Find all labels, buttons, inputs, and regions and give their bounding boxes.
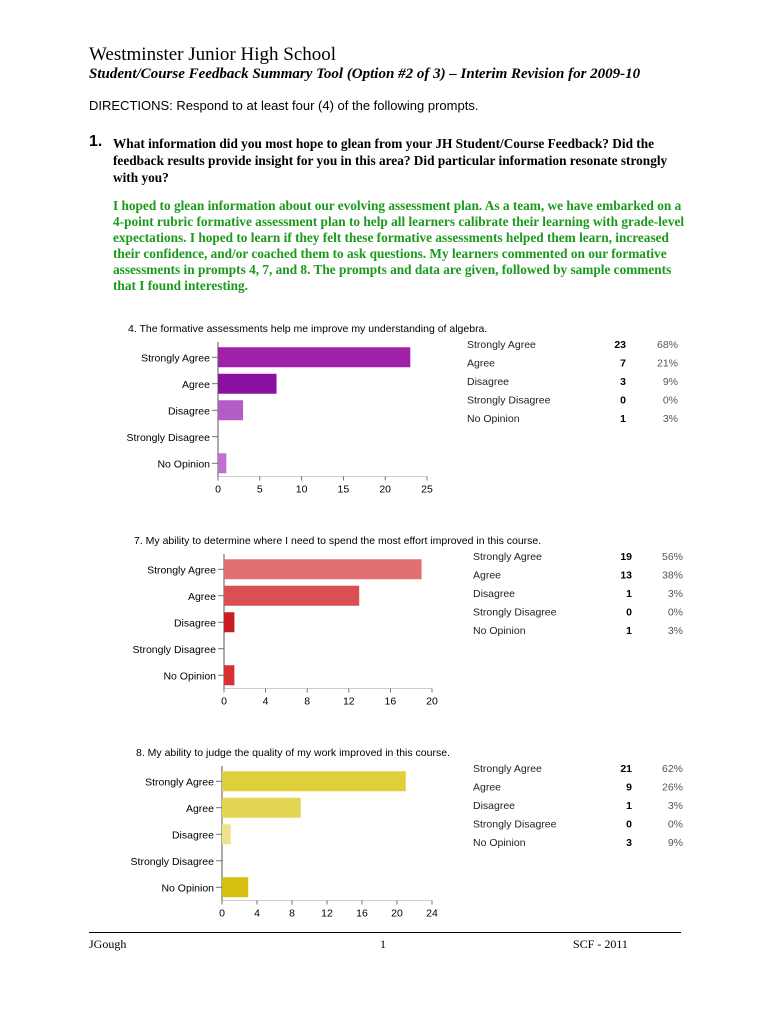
legend-percent: 9%	[662, 376, 678, 388]
x-tick-label: 10	[295, 483, 308, 496]
legend-count: 7	[620, 357, 626, 370]
bar-strongly-agree	[222, 771, 406, 791]
category-label: No Opinion	[161, 882, 214, 895]
category-label: Agree	[185, 802, 214, 815]
x-tick-label: 16	[356, 907, 368, 920]
bar-agree	[218, 374, 277, 394]
directions-text: DIRECTIONS: Respond to at least four (4) of the following prompts.	[89, 98, 479, 113]
category-label: Strongly Agree	[141, 352, 210, 365]
bar-agree	[224, 586, 359, 606]
legend-category: Agree	[473, 781, 502, 794]
legend-percent: 3%	[667, 588, 683, 600]
x-tick-label: 15	[337, 483, 350, 496]
category-label: Disagree	[173, 617, 216, 630]
x-tick-label: 0	[219, 907, 225, 920]
legend-percent: 3%	[667, 800, 683, 812]
footer-doc-code: SCF - 2011	[573, 937, 628, 951]
legend-category: No Opinion	[473, 625, 526, 637]
legend-category: Agree	[473, 569, 502, 582]
legend-category: Disagree	[467, 376, 510, 388]
x-tick-label: 4	[262, 695, 269, 708]
legend-count: 19	[620, 551, 632, 563]
footer-rule	[89, 932, 681, 933]
school-title: Westminster Junior High School	[89, 44, 337, 65]
x-tick-label: 20	[391, 907, 403, 920]
legend-category: No Opinion	[467, 413, 520, 425]
legend-category: Strongly Disagree	[473, 818, 557, 831]
legend-count: 1	[626, 800, 632, 812]
category-label: Strongly Disagree	[130, 855, 214, 868]
legend-category: Strongly Agree	[473, 763, 542, 775]
legend-percent: 0%	[662, 394, 678, 407]
legend-count: 3	[620, 376, 626, 388]
legend-percent: 38%	[661, 569, 683, 582]
legend-category: Agree	[467, 357, 496, 370]
category-label: Strongly Disagree	[126, 431, 210, 444]
category-label: Agree	[187, 590, 216, 603]
bar-disagree	[218, 400, 243, 420]
legend-category: Strongly Agree	[467, 339, 536, 351]
legend-count: 0	[620, 394, 626, 407]
x-tick-label: 20	[426, 695, 438, 708]
legend-count: 1	[626, 625, 632, 637]
legend-count: 13	[620, 569, 632, 582]
category-label: Disagree	[171, 829, 214, 842]
chart-title: 4. The formative assessments help me improve my understanding of algebra.	[128, 323, 488, 335]
legend-percent: 0%	[667, 606, 683, 619]
category-label: Strongly Agree	[145, 776, 214, 789]
question-text: What information did you most hope to glean from your JH Student/Course Feedback? Did the feedback results provide insight for you in this area? Did particular information resonate strongly with you?	[113, 136, 668, 185]
bar-no-opinion	[222, 877, 248, 897]
legend-category: Strongly Disagree	[467, 394, 551, 407]
chart-title: 7. My ability to determine where I need to spend the most effort improved in this course.	[134, 535, 542, 547]
answer-text: I hoped to glean information about our evolving assessment plan. As a team, we have embarked on a 4-point rubric formative assessment plan to help all learners calibrate their learning with grade-level expectations. I hoped to learn if they felt these formative assessments helped them learn, increased their confidence, and/or coached them to ask questions. My learners commented on our formative assessments in prompts 4, 7, and 8. The prompts and data are given, followed by sample comments that I found interesting.	[113, 198, 685, 293]
x-tick-label: 8	[304, 695, 311, 708]
bar-no-opinion	[218, 453, 226, 473]
chart-prompt-7	[0, 530, 768, 720]
category-label: Strongly Agree	[147, 564, 216, 577]
chart-prompt-8	[0, 742, 768, 932]
legend-percent: 3%	[662, 413, 678, 425]
legend-count: 0	[626, 818, 632, 831]
chart-title: 8. My ability to judge the quality of my work improved in this course.	[136, 747, 450, 759]
bar-agree	[222, 798, 301, 818]
bar-disagree	[222, 824, 231, 844]
x-tick-label: 12	[342, 695, 355, 708]
bar-strongly-agree	[218, 347, 410, 367]
legend-count: 23	[614, 339, 626, 351]
legend-percent: 0%	[667, 818, 683, 831]
x-tick-label: 12	[321, 907, 333, 920]
category-label: No Opinion	[157, 458, 210, 471]
bar-disagree	[224, 612, 234, 632]
footer-page-number: 1	[380, 937, 386, 951]
category-label: Agree	[181, 378, 210, 391]
legend-category: Strongly Disagree	[473, 606, 557, 619]
category-label: No Opinion	[163, 670, 216, 683]
legend-category: No Opinion	[473, 837, 526, 849]
category-label: Strongly Disagree	[132, 643, 216, 656]
category-label: Disagree	[167, 405, 210, 418]
x-tick-label: 4	[254, 907, 260, 920]
bar-no-opinion	[224, 665, 234, 685]
legend-percent: 56%	[661, 551, 683, 563]
legend-percent: 3%	[667, 625, 683, 637]
chart-prompt-4	[0, 318, 768, 508]
legend-percent: 62%	[661, 763, 683, 775]
legend-category: Disagree	[473, 800, 516, 812]
legend-count: 21	[620, 763, 632, 775]
legend-percent: 9%	[667, 837, 683, 849]
x-tick-label: 0	[221, 695, 227, 708]
x-tick-label: 25	[421, 483, 433, 496]
footer-author: JGough	[89, 937, 127, 951]
x-tick-label: 20	[379, 483, 392, 496]
legend-category: Disagree	[473, 588, 516, 600]
legend-count: 9	[626, 781, 632, 794]
document-subtitle: Student/Course Feedback Summary Tool (Option #2 of 3) – Interim Revision for 2009-10	[89, 66, 641, 82]
legend-percent: 68%	[656, 339, 678, 351]
x-tick-label: 16	[384, 695, 397, 708]
legend-percent: 26%	[661, 781, 683, 794]
legend-percent: 21%	[656, 357, 678, 370]
legend-category: Strongly Agree	[473, 551, 542, 563]
bar-strongly-agree	[224, 559, 422, 579]
legend-count: 1	[620, 413, 626, 425]
question-number: 1.	[89, 133, 103, 150]
x-tick-label: 8	[289, 907, 295, 920]
x-tick-label: 0	[215, 483, 221, 496]
legend-count: 0	[626, 606, 632, 619]
x-tick-label: 5	[256, 483, 263, 496]
legend-count: 1	[626, 588, 632, 600]
x-tick-label: 24	[426, 907, 438, 920]
legend-count: 3	[626, 837, 632, 849]
